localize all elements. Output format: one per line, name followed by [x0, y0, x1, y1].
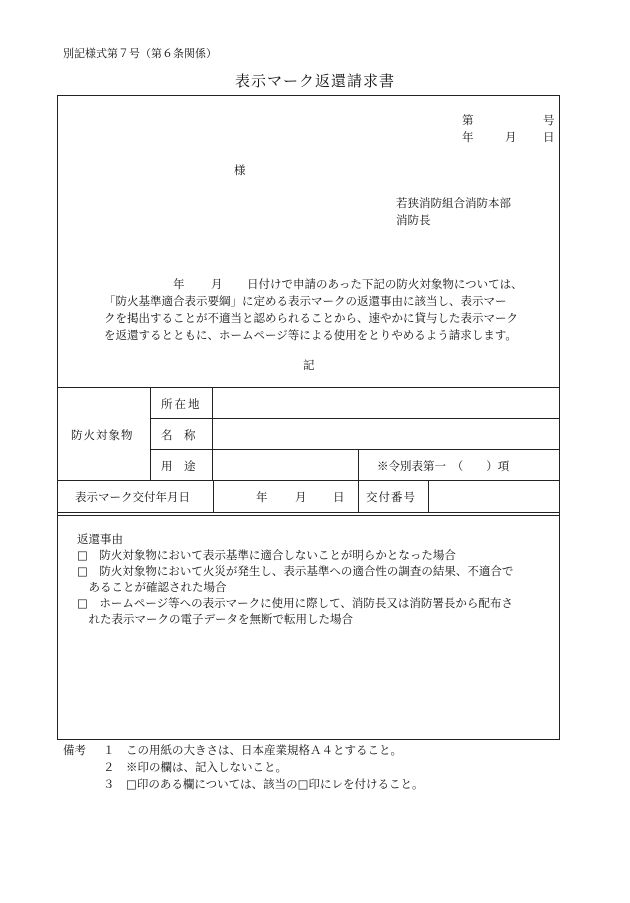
reason-item-continued: れた表示マークの電子データを無断で転用した場合: [77, 612, 353, 626]
appendix-note: ※令別表第一 （ ）項: [377, 459, 510, 473]
table-vline-mid: [358, 449, 359, 512]
table-line-use: [57, 480, 560, 481]
table-vline-group: [150, 387, 151, 480]
document-title: 表示マーク返還請求書: [234, 72, 395, 90]
number-suffix: 号: [543, 113, 555, 127]
return-reasons: [77, 531, 513, 627]
reasons-heading: 返還事由: [77, 532, 123, 546]
target-group-label: 防火対象物: [71, 428, 134, 442]
body-date-year: 年: [173, 277, 185, 291]
table-bottom-line: [57, 512, 560, 513]
date-month: 月: [505, 130, 517, 144]
issue-year: 年: [256, 490, 268, 504]
date-year: 年: [462, 130, 474, 144]
body-line-1: 日付けで申請のあった下記の防火対象物については、: [247, 277, 523, 291]
reason-item: □ 防火対象物において表示基準に適合しないことが明らかとなった場合: [77, 548, 456, 562]
body-line-2: 「防火基準適合表示要綱」に定める表示マークの返還事由に該当し、表示マー: [104, 294, 507, 308]
notes-list: [103, 742, 424, 793]
reason-item-continued: あることが確認された場合: [77, 580, 227, 594]
body-date-month: 月: [211, 277, 223, 291]
issue-date-label: 表示マーク交付年月日: [75, 490, 190, 504]
body-line-3: クを掲出することが不適当と認められることから、速やかに貸与した表示マーク: [104, 311, 518, 325]
notes-label: 備考: [63, 743, 86, 757]
reason-item: □ 防火対象物において火災が発生し、表示基準への適合性の調査の結果、不適合で: [77, 564, 514, 578]
number-prefix: 第: [462, 113, 474, 127]
sender-org: 若狭消防組合消防本部: [396, 196, 511, 210]
form-reference: 別記様式第７号（第６条関係）: [63, 47, 217, 60]
table-top-line: [57, 387, 560, 388]
issue-number-label: 交付番号: [366, 490, 416, 504]
issue-day: 日: [333, 490, 345, 504]
note-item: １ この用紙の大きさは、日本産業規格Ａ４とすること。: [103, 743, 402, 757]
reason-item: □ ホームページ等への表示マークに使用に際して、消防長又は消防署長から配布さ: [77, 596, 513, 610]
ki-label: 記: [303, 358, 315, 372]
addressee-honorific: 様: [234, 163, 246, 177]
note-item: ２ ※印の欄は、記入しないこと。: [103, 760, 287, 774]
table-vline-date: [213, 480, 214, 512]
sender-title: 消防長: [396, 213, 431, 227]
table-vline-label: [212, 387, 213, 480]
use-label: 用 途: [161, 459, 196, 473]
table-bottom-double-line: [57, 515, 560, 516]
location-label: 所在地: [161, 397, 202, 411]
table-vline-number: [428, 480, 429, 512]
name-label: 名 称: [161, 428, 196, 442]
issue-month: 月: [295, 490, 307, 504]
body-line-4: を返還するとともに、ホームページ等による使用をとりやめるよう請求します。: [104, 328, 517, 342]
date-day: 日: [543, 130, 555, 144]
note-item: ３ □印のある欄については、該当の□印にレを付けること。: [103, 777, 424, 791]
